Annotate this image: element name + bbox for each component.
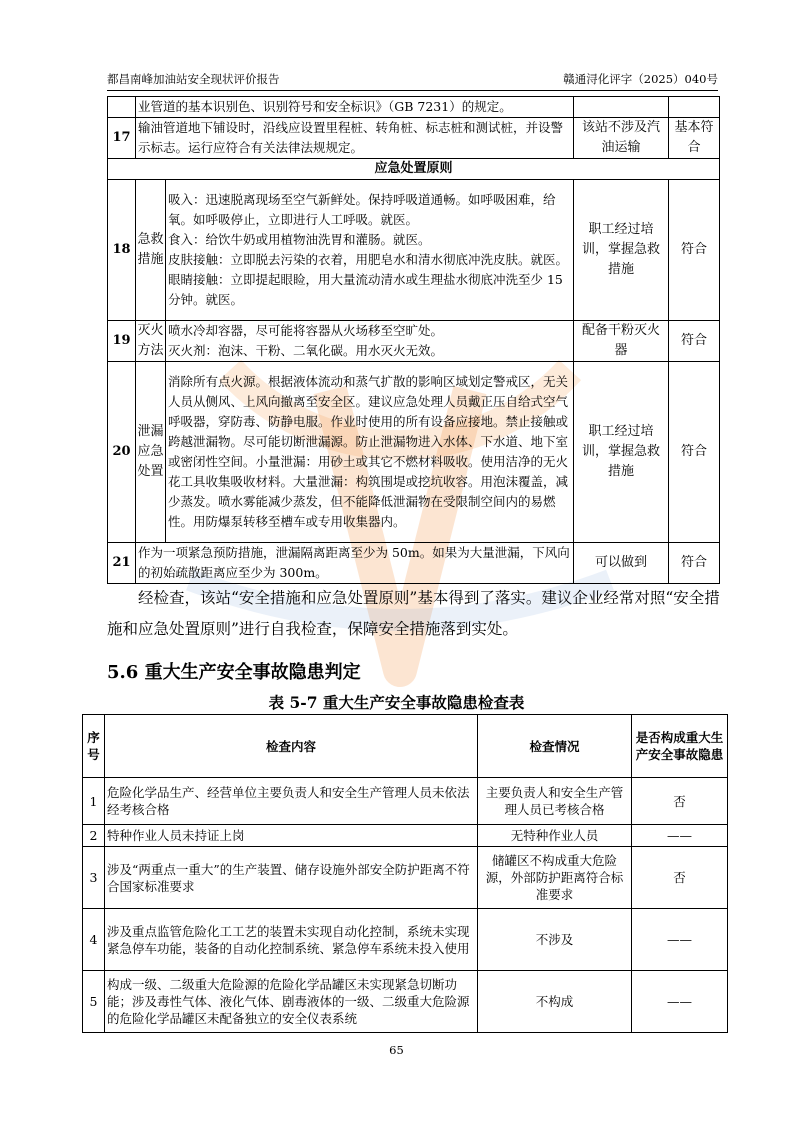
summary-text: 经检查，该站“安全措施和应急处置原则”基本得到了落实。建议企业经常对照“安全措施和应急处置原则”进行自我检查，保障安全措施落到实处。: [107, 589, 720, 638]
row-number: 21: [108, 543, 136, 584]
row-conformity: 符合: [669, 543, 720, 584]
row-result: 否: [632, 778, 728, 825]
row-number: 18: [108, 180, 136, 321]
section-heading: 5.6 重大生产安全事故隐患判定: [107, 662, 361, 683]
row-content: 危险化学品生产、经营单位主要负责人和安全生产管理人员未依法经考核合格: [105, 778, 478, 825]
row-content: 输油管道地下铺设时，沿线应设置里程桩、转角桩、标志桩和测试桩，并设警示标志。运行应符合有关法律法规规定。: [136, 118, 574, 159]
fire-agent-line: 灭火剂：泡沫、干粉、二氧化碳。用水灭火无效。: [168, 343, 444, 358]
table-row: [108, 180, 720, 321]
table-row: [83, 971, 728, 1033]
row-category: 急救措施: [136, 180, 166, 321]
row-category: 灭火方法: [136, 321, 166, 362]
table-row: [108, 362, 720, 543]
table-row: [83, 778, 728, 825]
row-number: 4: [83, 909, 105, 971]
row-number: 5: [83, 971, 105, 1033]
header-status: 检查情况: [478, 715, 632, 778]
row-content: 构成一级、二级重大危险源的危险化学品罐区未实现紧急切断功能；涉及毒性气体、液化气体、剧毒液体的一级、二级重大危险源的危险化学品罐区未配备独立的安全仪表系统: [105, 971, 478, 1033]
first-aid-inhalation: 吸入：迅速脱离现场至空气新鲜处。保持呼吸道通畅。如呼吸困难，给氧。如呼吸停止，立即进行人工呼吸。就医。: [168, 192, 556, 227]
summary-paragraph: [107, 583, 722, 645]
row-result: 职工经过培训，掌握急救措施: [574, 362, 669, 543]
table-row: [108, 118, 720, 159]
row-result: ——: [632, 971, 728, 1033]
row-content: [166, 321, 574, 362]
row-content: 涉及重点监管危险化工工艺的装置未实现自动化控制，系统未实现紧急停车功能，装备的自动化控制系统、紧急停车系统未投入使用: [105, 909, 478, 971]
row-result: 职工经过培训，掌握急救措施: [574, 180, 669, 321]
table-row: [83, 909, 728, 971]
table-row: [108, 543, 720, 584]
row-content: 特种作业人员未持证上岗: [105, 825, 478, 847]
row-number: 2: [83, 825, 105, 847]
row-number: 19: [108, 321, 136, 362]
row-result: ——: [632, 909, 728, 971]
header-result: 是否构成重大生产安全事故隐患: [632, 715, 728, 778]
row-status: 主要负责人和安全生产管理人员已考核合格: [478, 778, 632, 825]
row-content: 涉及“两重点一重大”的生产装置、储存设施外部安全防护距离不符合国家标准要求: [105, 847, 478, 909]
header-report-number: 赣通浔化评字（2025）040号: [563, 72, 718, 86]
row-number: 1: [83, 778, 105, 825]
major-hazard-table: [82, 714, 728, 1033]
table-row: [108, 321, 720, 362]
table-row: [83, 847, 728, 909]
page-header: [107, 72, 718, 91]
row-number: 3: [83, 847, 105, 909]
row-status: 储罐区不构成重大危险源，外部防护距离符合标准要求: [478, 847, 632, 909]
first-aid-skin: 皮肤接触：立即脱去污染的衣着，用肥皂水和清水彻底冲洗皮肤。就医。: [168, 252, 569, 267]
row-content: 作为一项紧急预防措施，泄漏隔离距离至少为 50m。如果为大量泄漏，下风向的初始疏散距离应至少为 300m。: [136, 543, 574, 584]
section-row-title: 应急处置原则: [108, 159, 720, 180]
row-conformity: 符合: [669, 180, 720, 321]
safety-measures-table: [107, 96, 720, 584]
header-report-title: 都昌南峰加油站安全现状评价报告: [107, 72, 280, 86]
row-status: 不构成: [478, 971, 632, 1033]
row-result: 否: [632, 847, 728, 909]
row-conformity: 基本符合: [669, 118, 720, 159]
row-result: 该站不涉及汽油运输: [574, 118, 669, 159]
fire-method-line: 喷水冷却容器，尽可能将容器从火场移至空旷处。: [168, 323, 444, 338]
row-content: [166, 180, 574, 321]
row-number: 20: [108, 362, 136, 543]
first-aid-ingestion: 食入：给饮牛奶或用植物油洗胃和灌肠。就医。: [168, 232, 431, 247]
row-conformity: 符合: [669, 362, 720, 543]
table-row: [83, 825, 728, 847]
row-category: 泄漏应急处置: [136, 362, 166, 543]
continuation-text: 业管道的基本识别色、识别符号和安全标识》（GB 7231）的规定。: [136, 97, 574, 118]
header-content: 检查内容: [105, 715, 478, 778]
row-number: 17: [108, 118, 136, 159]
row-result: 可以做到: [574, 543, 669, 584]
row-result: ——: [632, 825, 728, 847]
row-status: 无特种作业人员: [478, 825, 632, 847]
header-no: 序号: [83, 715, 105, 778]
page-number: 65: [389, 1043, 404, 1057]
row-content: 消除所有点火源。根据液体流动和蒸气扩散的影响区域划定警戒区，无关人员从侧风、上风向撤离至安全区。建议应急处理人员戴正压自给式空气呼吸器，穿防毒、防静电服。作业时使用的所有设备应接地。禁止接触或跨越泄漏物。尽可能切断泄漏源。防止泄漏物进入水体、下水道、地下室或密闭性空间。小量泄漏：用砂土或其它不燃材料吸收。使用洁净的无火花工具收集吸收材料。大量泄漏：构筑围堤或挖坑收容。用泡沫覆盖，减少蒸发。喷水雾能减少蒸发，但不能降低泄漏物在受限制空间内的易燃性。用防爆泵转移至槽车或专用收集器内。: [166, 362, 574, 543]
row-result: 配备干粉灭火器: [574, 321, 669, 362]
first-aid-eyes: 眼睛接触：立即提起眼睑，用大量流动清水或生理盐水彻底冲洗至少 15 分钟。就医。: [168, 272, 563, 307]
table-title: 表 5-7 重大生产安全事故隐患检查表: [268, 693, 525, 712]
row-status: 不涉及: [478, 909, 632, 971]
row-conformity: 符合: [669, 321, 720, 362]
